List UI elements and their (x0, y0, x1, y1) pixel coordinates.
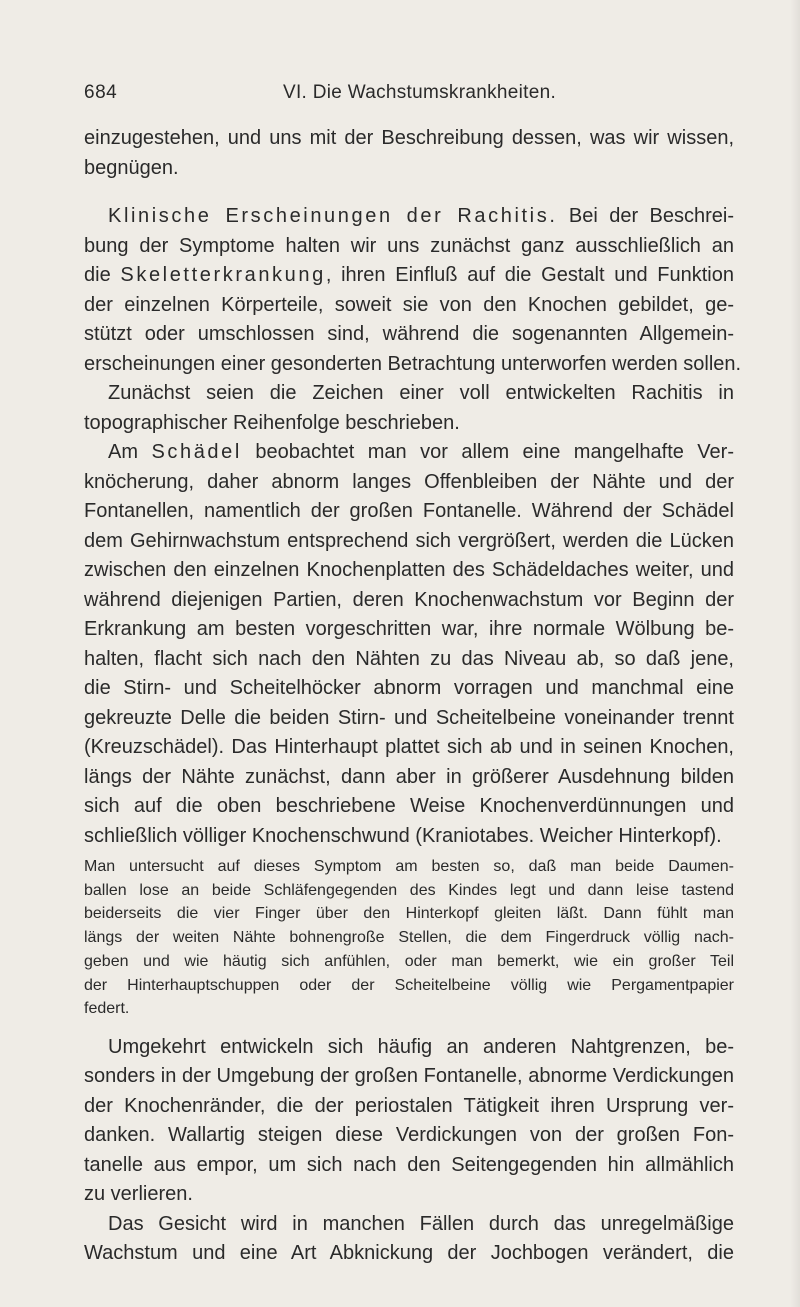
text-line: knöcherung, daher abnorm langes Offenbleiben der Nähte und der (84, 470, 734, 493)
text-line: ballen lose an beide Schläfengegenden des Kindes legt und dann leise tastend (84, 881, 734, 899)
text-line: erscheinungen einer gesonderten Betrachtung unterworfen werden sollen. (84, 352, 742, 375)
text-line: Wachstum und eine Art Abknickung der Jochbogen verändert, die (84, 1242, 734, 1265)
text-line: während diejenigen Partien, deren Knochenwachstum vor Beginn der (84, 588, 734, 611)
paragraph-schaedel (84, 438, 734, 851)
text-line: der einzelnen Körperteile, soweit sie von den Knochen gebildet, ge- (84, 293, 734, 316)
text-line: sonders in der Umgebung der großen Fontanelle, abnorme Verdickungen (84, 1065, 734, 1088)
text-line: zu verlieren. (84, 1183, 193, 1206)
text-line: halten, flacht sich nach den Nähten zu das Niveau ab, so daß jene, (84, 647, 734, 670)
text-line: Das Gesicht wird in manchen Fällen durch das unregelmäßige (108, 1212, 734, 1235)
text-line: die Stirn- und Scheitelhöcker abnorm vorragen und manchmal eine (84, 677, 734, 699)
section-heading: Klinische Erscheinungen der Rachitis. (108, 205, 558, 227)
paragraph-1 (84, 124, 734, 183)
text-line: (Kreuzschädel). Das Hinterhaupt plattet sich ab und in seinen Knochen, (84, 736, 734, 758)
text-line: stützt oder umschlossen sind, während die sogenannten Allgemein- (84, 323, 734, 345)
paragraph-rachitis (84, 202, 742, 438)
text-line: Umgekehrt entwickeln sich häufig an anderen Nahtgrenzen, be- (108, 1035, 734, 1058)
text-line: dem Gehirnwachstum entsprechend sich vergrößert, werden die Lücken (84, 529, 734, 552)
text-fragment: , ihren Einfluß auf die Gestalt und Funktion (325, 264, 734, 286)
text-fragment: Am (108, 441, 152, 463)
running-title: VI. Die Wachstumskrankheiten. (283, 82, 557, 103)
text-line: längs der weiten Nähte bohnengroße Stellen, die dem Fingerdruck völlig nach- (84, 929, 734, 947)
page-number: 684 (84, 82, 118, 103)
text-line: geben und wie häutig sich anfühlen, oder man bemerkt, wie ein großer Teil (84, 952, 734, 970)
text-line: der Hinterhauptschuppen oder der Scheitelbeine völlig wie Pergamentpapier (84, 976, 734, 994)
text-line (84, 438, 734, 468)
paragraph-verdickungen (84, 1033, 734, 1210)
text-line: Man untersucht auf dieses Symptom am besten so, daß man beide Daumen- (84, 858, 734, 875)
text-line: schließlich völliger Knochenschwund (Kraniotabes. Weicher Hinterkopf). (84, 824, 722, 847)
text-fragment: Bei der Beschrei- (557, 205, 734, 227)
text-line (84, 202, 734, 232)
body-text (84, 124, 742, 1269)
text-line: der Knochenränder, die der periostalen Tätigkeit ihren Ursprung ver- (84, 1094, 734, 1117)
text-line: Fontanellen, namentlich der großen Fontanelle. Während der Schädel (84, 500, 734, 522)
paragraph-gesicht (84, 1210, 734, 1269)
text-line: einzugestehen, und uns mit der Beschreibung dessen, was wir wissen, (84, 127, 734, 149)
text-line: beiderseits die vier Finger über den Hinterkopf gleiten läßt. Dann fühlt man (84, 905, 734, 923)
text-line: danken. Wallartig steigen diese Verdickungen von der großen Fon- (84, 1124, 734, 1147)
text-fragment: die (84, 264, 121, 286)
text-line (84, 261, 734, 291)
page-header (84, 82, 734, 112)
text-line: zwischen den einzelnen Knochenplatten des Schädeldaches weiter, und (84, 559, 734, 581)
text-line: sich auf die oben beschriebene Weise Knochenverdünnungen und (84, 795, 734, 817)
text-line: längs der Nähte zunächst, dann aber in größerer Ausdehnung bilden (84, 765, 734, 788)
emphasized-term: Skeletterkrankung (120, 264, 326, 286)
small-print-note (84, 855, 734, 1021)
text-line: federt. (84, 1000, 130, 1018)
text-line: gekreuzte Delle die beiden Stirn- und Scheitelbeine voneinander trennt (84, 706, 734, 729)
text-line: Zunächst seien die Zeichen einer voll entwickelten Rachitis in (108, 382, 734, 404)
paragraph-gap (84, 183, 734, 202)
text-fragment: beobachtet man vor allem eine mangelhafte Ver- (241, 441, 734, 463)
text-line: Erkrankung am besten vorgeschritten war, ihre normale Wölbung be- (84, 618, 734, 640)
text-line: tanelle aus empor, um sich nach den Seitengegenden hin allmählich (84, 1153, 734, 1176)
text-line: bung der Symptome halten wir uns zunächst ganz ausschließlich an (84, 234, 734, 257)
emphasized-term: Schädel (151, 441, 242, 463)
text-line: topographischer Reihenfolge beschrieben. (84, 411, 460, 434)
text-line: begnügen. (84, 156, 179, 179)
page-edge-shadow (790, 0, 800, 1307)
